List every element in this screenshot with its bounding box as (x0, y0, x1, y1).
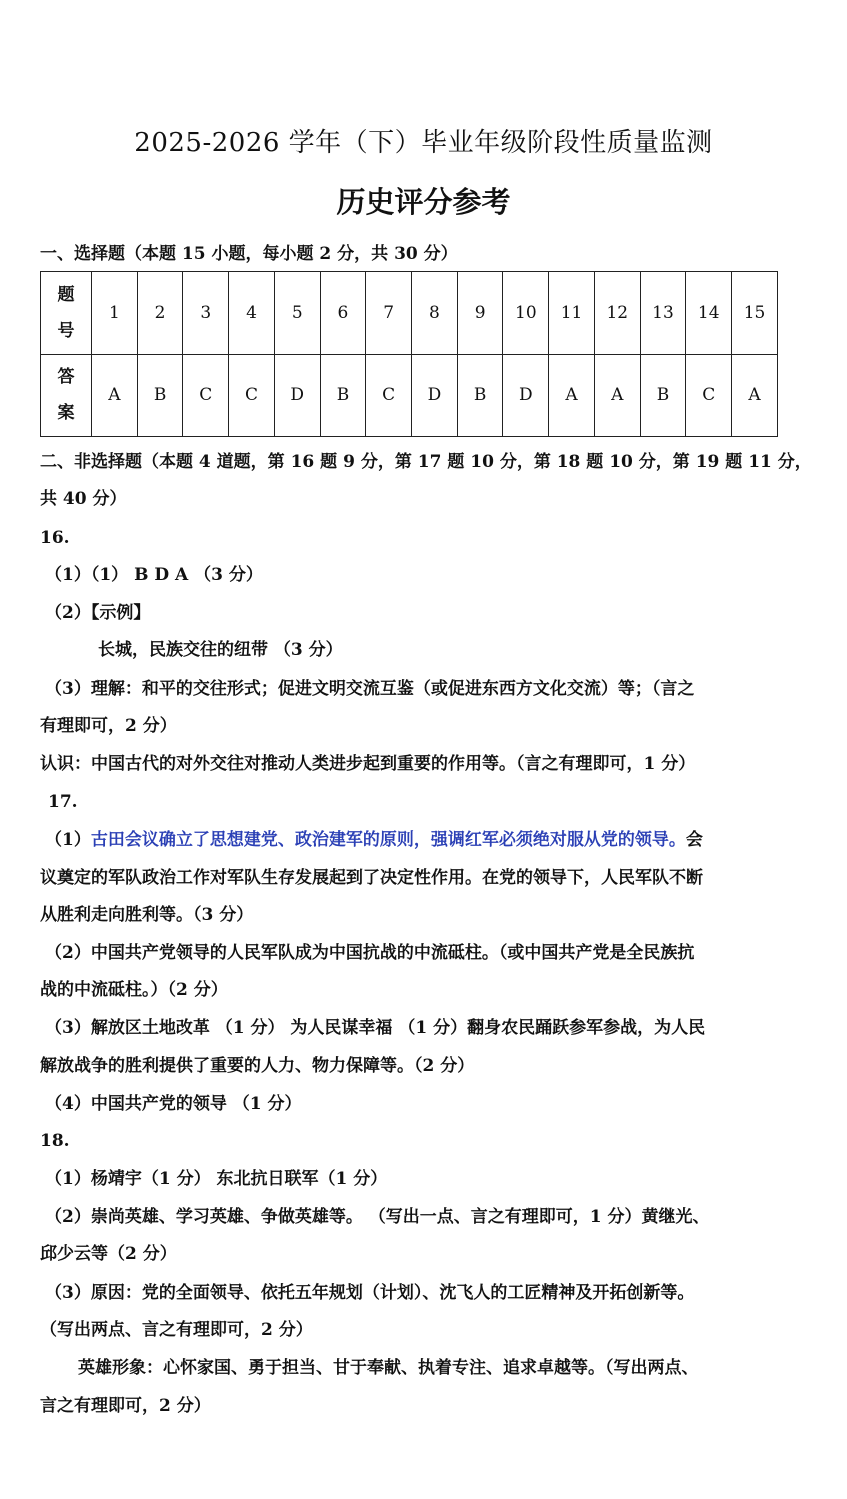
q17-number: 17. (48, 792, 78, 812)
q16-part2-answer: 长城，民族交往的纽带 （3 分） (98, 640, 343, 660)
answer-table (40, 271, 778, 437)
question-number-cell: 11 (549, 272, 595, 355)
answer-cell: C (183, 354, 229, 437)
q16-number: 16. (40, 528, 70, 548)
answer-cell: B (320, 354, 366, 437)
answer-cell: C (366, 354, 412, 437)
q17-part2-line1: （2）中国共产党领导的人民军队成为中国抗战的中流砥柱。（或中国共产党是全民族抗 (45, 943, 695, 963)
q17-part3-line1: （3）解放区土地改革 （1 分） 为人民谋幸福 （1 分）翻身农民踊跃参军参战，为人民 (45, 1018, 706, 1038)
question-number-cell: 4 (229, 272, 275, 355)
question-number-row (41, 272, 778, 355)
question-number-cell: 8 (412, 272, 458, 355)
section2-heading-line2: 共 40 分） (40, 489, 127, 509)
row-label-question-number: 题 号 (41, 272, 92, 355)
exam-title: 2025-2026 学年（下）毕业年级阶段性质量监测 (134, 128, 713, 158)
row-label-answer: 答 案 (41, 354, 92, 437)
answer-cell: B (457, 354, 503, 437)
q18-part2-line2: 邱少云等（2 分） (40, 1244, 177, 1264)
q18-part3-line1: （3）原因：党的全面领导、依托五年规划（计划）、沈飞人的工匠精神及开拓创新等。 (45, 1283, 695, 1303)
question-number-cell: 2 (137, 272, 183, 355)
q17-part1-line3: 从胜利走向胜利等。（3 分） (40, 905, 254, 925)
question-number-cell: 9 (457, 272, 503, 355)
answer-cell: A (594, 354, 640, 437)
q16-part3-line1: （3）理解：和平的交往形式；促进文明交流互鉴（或促进东西方文化交流）等；（言之 (45, 679, 695, 699)
question-number-cell: 12 (594, 272, 640, 355)
answer-cell: D (412, 354, 458, 437)
answer-cell: B (137, 354, 183, 437)
answer-cell: D (503, 354, 549, 437)
question-number-cell: 14 (686, 272, 732, 355)
question-number-cell: 13 (640, 272, 686, 355)
question-number-cell: 1 (92, 272, 138, 355)
q17-part1-line2: 议奠定的军队政治工作对军队生存发展起到了决定性作用。在党的领导下，人民军队不断 (40, 868, 703, 888)
question-number-cell: 5 (274, 272, 320, 355)
q17-part1-line1: （1）古田会议确立了思想建党、政治建军的原则，强调红军必须绝对服从党的领导。会 (45, 830, 703, 850)
document-subtitle: 历史评分参考 (336, 185, 511, 219)
answer-cell: C (229, 354, 275, 437)
q18-part1: （1）杨靖宇（1 分） 东北抗日联军（1 分） (45, 1169, 388, 1189)
answer-cell: A (732, 354, 778, 437)
q16-part3-line3: 认识：中国古代的对外交往对推动人类进步起到重要的作用等。（言之有理即可，1 分） (40, 754, 696, 774)
q18-part3-line2: （写出两点、言之有理即可，2 分） (40, 1320, 313, 1340)
section2-heading-line1: 二、非选择题（本题 4 道题，第 16 题 9 分，第 17 题 10 分，第 18 题 10 分，第 19 题 11 分， (40, 452, 812, 472)
q18-part3-line4: 言之有理即可，2 分） (40, 1396, 211, 1416)
section1-heading: 一、选择题（本题 15 小题，每小题 2 分，共 30 分） (40, 244, 458, 264)
answer-cell: C (686, 354, 732, 437)
answer-cell: B (640, 354, 686, 437)
answer-cell: A (92, 354, 138, 437)
q17-part2-line2: 战的中流砥柱。）（2 分） (40, 980, 228, 1000)
answer-cell: D (274, 354, 320, 437)
q16-part3-line2: 有理即可，2 分） (40, 716, 177, 736)
q17-highlighted-answer: 古田会议确立了思想建党、政治建军的原则，强调红军必须绝对服从党的领导。 (90, 830, 686, 850)
answer-row (41, 354, 778, 437)
answer-cell: A (549, 354, 595, 437)
q18-number: 18. (40, 1131, 70, 1151)
q17-part3-line2: 解放战争的胜利提供了重要的人力、物力保障等。（2 分） (40, 1056, 475, 1076)
q16-part1: （1）（1） B D A （3 分） (45, 565, 263, 585)
question-number-cell: 3 (183, 272, 229, 355)
question-number-cell: 7 (366, 272, 412, 355)
q18-part2-line1: （2）崇尚英雄、学习英雄、争做英雄等。 （写出一点、言之有理即可，1 分）黄继光、 (45, 1207, 710, 1227)
question-number-cell: 15 (732, 272, 778, 355)
q16-part2: （2）【示例】 (45, 603, 151, 623)
question-number-cell: 10 (503, 272, 549, 355)
q18-part3-line3: 英雄形象：心怀家国、勇于担当、甘于奉献、执着专注、追求卓越等。（写出两点、 (78, 1358, 699, 1378)
question-number-cell: 6 (320, 272, 366, 355)
q17-part4: （4）中国共产党的领导 （1 分） (45, 1094, 302, 1114)
